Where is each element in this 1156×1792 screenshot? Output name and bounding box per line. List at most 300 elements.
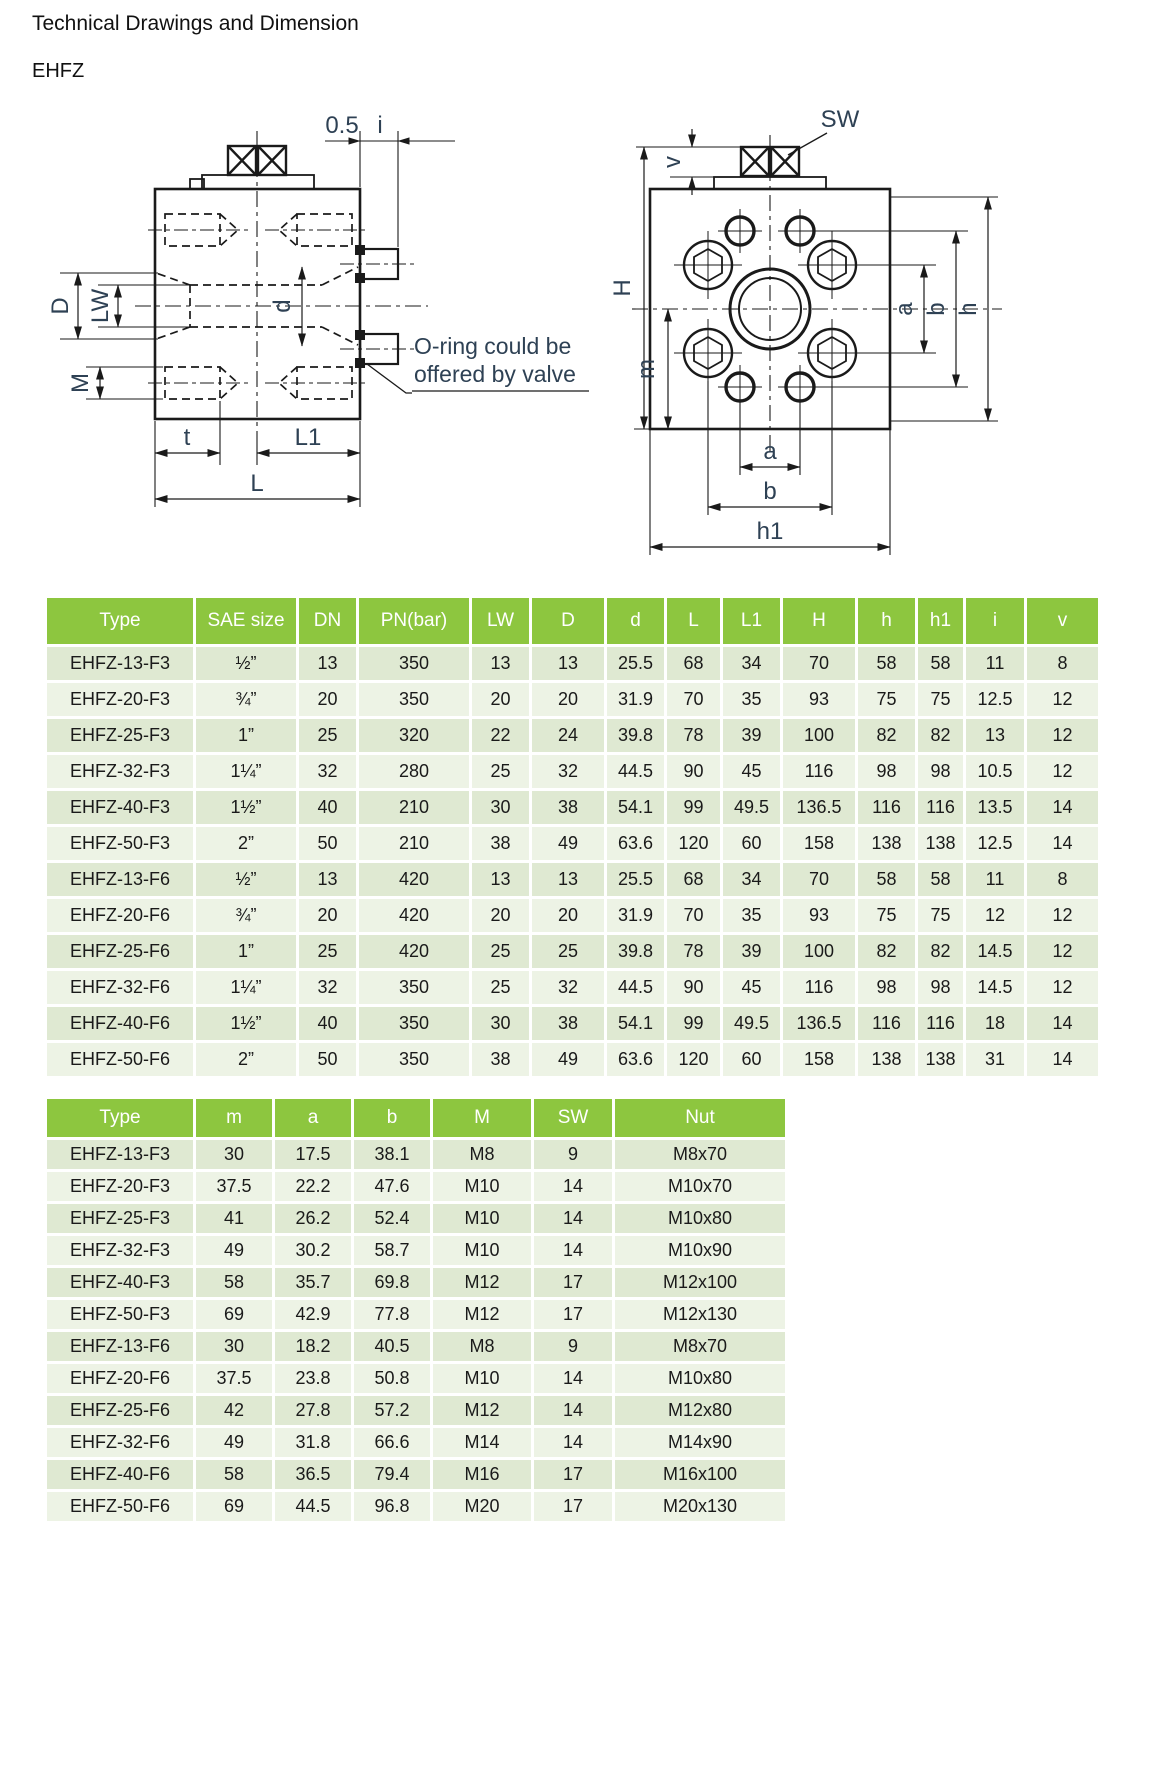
table-cell: 2”	[196, 827, 296, 860]
table-cell: ½”	[196, 863, 296, 896]
table-cell: M20	[433, 1492, 531, 1521]
table-cell: M12x100	[615, 1268, 785, 1297]
table-cell: M16	[433, 1460, 531, 1489]
table-cell: 39	[723, 719, 780, 752]
table-row	[47, 863, 1098, 896]
table-cell: 420	[359, 935, 469, 968]
table-cell: 100	[783, 719, 855, 752]
table-row	[47, 1236, 785, 1265]
table-cell: 24	[532, 719, 604, 752]
table-cell: 22.2	[275, 1172, 351, 1201]
table-cell: 31.9	[607, 899, 664, 932]
table-row	[47, 1300, 785, 1329]
table-cell: 75	[918, 683, 963, 716]
table-cell: 25	[472, 971, 529, 1004]
column-header: M	[433, 1099, 531, 1137]
table-cell: 1¼”	[196, 755, 296, 788]
table-cell: EHFZ-40-F3	[47, 791, 193, 824]
dim-label-d: d	[269, 299, 296, 313]
table-cell: 32	[299, 971, 356, 1004]
table-cell: 13	[472, 647, 529, 680]
dim-label-b-right: b	[923, 302, 950, 316]
table-cell: EHFZ-20-F6	[47, 1364, 193, 1393]
table-cell: 20	[472, 683, 529, 716]
table-cell: 98	[918, 971, 963, 1004]
dim-label-L1: L1	[294, 424, 322, 451]
table-cell: 14	[1027, 1007, 1098, 1040]
dim-label-h1: h1	[756, 518, 784, 545]
table-cell: M14x90	[615, 1428, 785, 1457]
column-header: h1	[918, 598, 963, 644]
table-cell: 58	[918, 863, 963, 896]
table-cell: EHFZ-40-F3	[47, 1268, 193, 1297]
table-cell: 116	[858, 791, 915, 824]
table-cell: 210	[359, 827, 469, 860]
table-cell: 8	[1027, 863, 1098, 896]
table-row	[47, 1364, 785, 1393]
table-cell: 31.8	[275, 1428, 351, 1457]
column-header: Type	[47, 1099, 193, 1137]
table-cell: EHFZ-40-F6	[47, 1460, 193, 1489]
dim-label-i: i	[377, 112, 383, 139]
table-cell: 120	[667, 827, 720, 860]
table-header-row	[47, 1099, 785, 1137]
table-cell: 66.6	[354, 1428, 430, 1457]
table-cell: 42	[196, 1396, 272, 1425]
table-cell: 39.8	[607, 935, 664, 968]
page-title: Technical Drawings and Dimension	[32, 12, 359, 35]
table-row	[47, 1043, 1098, 1076]
table-cell: 27.8	[275, 1396, 351, 1425]
table-cell: 14	[534, 1364, 612, 1393]
table-cell: 1½”	[196, 1007, 296, 1040]
table-cell: 90	[667, 971, 720, 1004]
table-cell: M8x70	[615, 1332, 785, 1361]
column-header: D	[532, 598, 604, 644]
table-cell: EHFZ-50-F3	[47, 827, 193, 860]
table-cell: 79.4	[354, 1460, 430, 1489]
table-cell: 158	[783, 827, 855, 860]
table-cell: 13	[472, 863, 529, 896]
table-cell: 82	[858, 719, 915, 752]
table-cell: 30	[472, 1007, 529, 1040]
table-cell: M10x80	[615, 1364, 785, 1393]
table-cell: 12.5	[966, 827, 1024, 860]
table-cell: 20	[299, 683, 356, 716]
dimension-table-mounting	[44, 1096, 788, 1524]
table-row	[47, 1428, 785, 1457]
table-cell: 12	[1027, 971, 1098, 1004]
table-cell: 13	[299, 647, 356, 680]
table-cell: 1¼”	[196, 971, 296, 1004]
table-cell: 70	[667, 899, 720, 932]
table-cell: EHFZ-13-F3	[47, 1140, 193, 1169]
table-cell: 138	[918, 1043, 963, 1076]
table-cell: EHFZ-40-F6	[47, 1007, 193, 1040]
table-cell: EHFZ-50-F3	[47, 1300, 193, 1329]
table-cell: 280	[359, 755, 469, 788]
table-cell: 98	[858, 755, 915, 788]
dim-label-H: H	[609, 279, 636, 297]
table-cell: 210	[359, 791, 469, 824]
table-cell: 14	[534, 1428, 612, 1457]
table-cell: 138	[858, 827, 915, 860]
table-cell: EHFZ-25-F3	[47, 719, 193, 752]
table-cell: 99	[667, 1007, 720, 1040]
table-row	[47, 1204, 785, 1233]
table-cell: 39.8	[607, 719, 664, 752]
table-cell: EHFZ-20-F3	[47, 683, 193, 716]
table-cell: 44.5	[607, 755, 664, 788]
table-cell: M14	[433, 1428, 531, 1457]
table-cell: 20	[532, 683, 604, 716]
table-cell: 82	[858, 935, 915, 968]
table-cell: 17.5	[275, 1140, 351, 1169]
table-cell: 77.8	[354, 1300, 430, 1329]
table-cell: 20	[299, 899, 356, 932]
table-cell: ½”	[196, 647, 296, 680]
table-cell: 12	[966, 899, 1024, 932]
table-cell: 320	[359, 719, 469, 752]
table-cell: 69.8	[354, 1268, 430, 1297]
table-cell: 22	[472, 719, 529, 752]
table-cell: M12	[433, 1268, 531, 1297]
table-header-row	[47, 598, 1098, 644]
table-cell: 30	[472, 791, 529, 824]
dim-label-M: M	[67, 373, 94, 393]
table-cell: 34	[723, 647, 780, 680]
table-cell: 14	[534, 1204, 612, 1233]
table-cell: 25.5	[607, 863, 664, 896]
table-row	[47, 1268, 785, 1297]
table-cell: 39	[723, 935, 780, 968]
table-row	[47, 1140, 785, 1169]
table-cell: 41	[196, 1204, 272, 1233]
column-header: d	[607, 598, 664, 644]
table-cell: 25	[299, 719, 356, 752]
table-cell: 40	[299, 1007, 356, 1040]
table-cell: 18.2	[275, 1332, 351, 1361]
table-cell: 90	[667, 755, 720, 788]
table-cell: 25	[532, 935, 604, 968]
table-row	[47, 1396, 785, 1425]
table-cell: 30.2	[275, 1236, 351, 1265]
column-header: Nut	[615, 1099, 785, 1137]
table-row	[47, 1007, 1098, 1040]
table-row	[47, 1172, 785, 1201]
table-cell: 17	[534, 1492, 612, 1521]
table-cell: 35	[723, 683, 780, 716]
table-cell: 58	[858, 863, 915, 896]
table-cell: 31	[966, 1043, 1024, 1076]
table-cell: 40.5	[354, 1332, 430, 1361]
table-cell: 49	[532, 827, 604, 860]
table-cell: EHFZ-20-F6	[47, 899, 193, 932]
table-cell: 14	[534, 1396, 612, 1425]
table-cell: M10	[433, 1236, 531, 1265]
table-cell: 44.5	[275, 1492, 351, 1521]
table-row	[47, 971, 1098, 1004]
column-header: H	[783, 598, 855, 644]
table-cell: 99	[667, 791, 720, 824]
table-row	[47, 1332, 785, 1361]
table-cell: 38	[472, 1043, 529, 1076]
table-row	[47, 791, 1098, 824]
table-cell: M10x70	[615, 1172, 785, 1201]
table-cell: 17	[534, 1268, 612, 1297]
table-cell: 32	[532, 971, 604, 1004]
table-cell: M12x80	[615, 1396, 785, 1425]
table-cell: 138	[858, 1043, 915, 1076]
table-cell: 17	[534, 1460, 612, 1489]
column-header: SW	[534, 1099, 612, 1137]
table-cell: 38.1	[354, 1140, 430, 1169]
table-cell: 75	[918, 899, 963, 932]
dim-label-v: v	[659, 156, 686, 168]
oring-note-line2: offered by valve	[414, 361, 576, 387]
table-cell: 136.5	[783, 791, 855, 824]
table-row	[47, 755, 1098, 788]
table-cell: 116	[783, 755, 855, 788]
table-cell: 116	[783, 971, 855, 1004]
table-cell: EHFZ-13-F6	[47, 1332, 193, 1361]
table-cell: 45	[723, 755, 780, 788]
table-cell: 82	[918, 935, 963, 968]
table-row	[47, 899, 1098, 932]
table-cell: 13	[299, 863, 356, 896]
table-cell: 75	[858, 899, 915, 932]
page-header	[0, 0, 1156, 83]
column-header: L	[667, 598, 720, 644]
table-cell: 36.5	[275, 1460, 351, 1489]
table-cell: 1½”	[196, 791, 296, 824]
table-cell: 14	[1027, 1043, 1098, 1076]
table-cell: ¾”	[196, 683, 296, 716]
table-row	[47, 1460, 785, 1489]
table-cell: 68	[667, 863, 720, 896]
table-cell: 50	[299, 827, 356, 860]
column-header: i	[966, 598, 1024, 644]
table-cell: 35.7	[275, 1268, 351, 1297]
table-cell: EHFZ-13-F3	[47, 647, 193, 680]
table-cell: 37.5	[196, 1172, 272, 1201]
table-cell: 42.9	[275, 1300, 351, 1329]
table-cell: 69	[196, 1300, 272, 1329]
table-cell: 350	[359, 683, 469, 716]
table-cell: 350	[359, 1043, 469, 1076]
dim-label-SW: SW	[820, 106, 860, 133]
table-cell: 60	[723, 827, 780, 860]
table-cell: 49.5	[723, 791, 780, 824]
table-cell: 98	[858, 971, 915, 1004]
table-cell: 47.6	[354, 1172, 430, 1201]
table-cell: 116	[858, 1007, 915, 1040]
table-cell: 20	[532, 899, 604, 932]
table-cell: 25	[472, 755, 529, 788]
table-cell: 138	[918, 827, 963, 860]
table-row	[47, 683, 1098, 716]
front-face-view	[632, 129, 1002, 555]
table-cell: 100	[783, 935, 855, 968]
table-cell: 26.2	[275, 1204, 351, 1233]
column-header: m	[196, 1099, 272, 1137]
table-cell: 78	[667, 719, 720, 752]
table-cell: EHFZ-25-F6	[47, 1396, 193, 1425]
table-row	[47, 719, 1098, 752]
table-cell: 70	[783, 647, 855, 680]
column-header: PN(bar)	[359, 598, 469, 644]
table-cell: 38	[472, 827, 529, 860]
table-cell: 17	[534, 1300, 612, 1329]
table-cell: 70	[783, 863, 855, 896]
table-cell: 45	[723, 971, 780, 1004]
table-cell: 350	[359, 647, 469, 680]
table-cell: 13	[532, 647, 604, 680]
table-cell: EHFZ-25-F6	[47, 935, 193, 968]
table-cell: 58	[858, 647, 915, 680]
table-cell: 32	[299, 755, 356, 788]
series-name: EHFZ	[32, 60, 85, 82]
table-cell: 12	[1027, 683, 1098, 716]
dim-label-a-bottom: a	[763, 438, 777, 465]
table-cell: 14	[1027, 791, 1098, 824]
table-cell: EHFZ-20-F3	[47, 1172, 193, 1201]
table-cell: 58.7	[354, 1236, 430, 1265]
table-cell: 49	[196, 1428, 272, 1457]
table-cell: 350	[359, 971, 469, 1004]
table-cell: 44.5	[607, 971, 664, 1004]
table-cell: 12.5	[966, 683, 1024, 716]
table-cell: 70	[667, 683, 720, 716]
table-cell: 35	[723, 899, 780, 932]
table-cell: 1”	[196, 935, 296, 968]
table-cell: M10	[433, 1364, 531, 1393]
table-cell: 75	[858, 683, 915, 716]
table-cell: 13	[966, 719, 1024, 752]
side-section-view	[60, 131, 589, 507]
table-cell: 49	[532, 1043, 604, 1076]
table-cell: 14	[534, 1172, 612, 1201]
table-cell: 58	[918, 647, 963, 680]
table-cell: M10	[433, 1204, 531, 1233]
table-cell: 25.5	[607, 647, 664, 680]
table-cell: 63.6	[607, 1043, 664, 1076]
table-cell: 60	[723, 1043, 780, 1076]
table-cell: 96.8	[354, 1492, 430, 1521]
table-cell: 9	[534, 1140, 612, 1169]
table-cell: EHFZ-32-F6	[47, 1428, 193, 1457]
dim-label-b-bottom: b	[763, 478, 777, 505]
table-cell: 12	[1027, 899, 1098, 932]
table-row	[47, 827, 1098, 860]
column-header: v	[1027, 598, 1098, 644]
column-header: Type	[47, 598, 193, 644]
table-cell: M10	[433, 1172, 531, 1201]
dimension-table-main	[44, 595, 1101, 1079]
table-cell: 54.1	[607, 1007, 664, 1040]
table-cell: 12	[1027, 755, 1098, 788]
table-cell: 420	[359, 899, 469, 932]
table-cell: 32	[532, 755, 604, 788]
table-cell: 14	[534, 1236, 612, 1265]
table-cell: 8	[1027, 647, 1098, 680]
column-header: L1	[723, 598, 780, 644]
table-cell: 116	[918, 791, 963, 824]
table-row	[47, 935, 1098, 968]
table-cell: EHFZ-50-F6	[47, 1492, 193, 1521]
table-row	[47, 1492, 785, 1521]
column-header: a	[275, 1099, 351, 1137]
table-cell: 136.5	[783, 1007, 855, 1040]
table-cell: 12	[1027, 935, 1098, 968]
table-cell: 10.5	[966, 755, 1024, 788]
table-cell: M8x70	[615, 1140, 785, 1169]
table-cell: 9	[534, 1332, 612, 1361]
table-cell: 93	[783, 683, 855, 716]
table-cell: 50.8	[354, 1364, 430, 1393]
table-cell: 34	[723, 863, 780, 896]
column-header: LW	[472, 598, 529, 644]
table-cell: 120	[667, 1043, 720, 1076]
table-cell: 14	[1027, 827, 1098, 860]
table-cell: 58	[196, 1460, 272, 1489]
dim-label-LW: LW	[87, 288, 114, 324]
column-header: SAE size	[196, 598, 296, 644]
table-cell: 68	[667, 647, 720, 680]
table-cell: 420	[359, 863, 469, 896]
table-cell: EHFZ-50-F6	[47, 1043, 193, 1076]
dim-label-t: t	[183, 424, 191, 451]
table-cell: 69	[196, 1492, 272, 1521]
table-cell: 18	[966, 1007, 1024, 1040]
table-cell: M12x130	[615, 1300, 785, 1329]
table-cell: 63.6	[607, 827, 664, 860]
table-cell: 54.1	[607, 791, 664, 824]
table-cell: 25	[299, 935, 356, 968]
column-header: b	[354, 1099, 430, 1137]
dim-label-m: m	[633, 359, 660, 379]
table-cell: 40	[299, 791, 356, 824]
table-cell: M16x100	[615, 1460, 785, 1489]
table-cell: 31.9	[607, 683, 664, 716]
table-cell: 2”	[196, 1043, 296, 1076]
table-cell: 37.5	[196, 1364, 272, 1393]
table-cell: M10x90	[615, 1236, 785, 1265]
table-cell: 30	[196, 1140, 272, 1169]
table-cell: 23.8	[275, 1364, 351, 1393]
dim-label-0.5: 0.5	[325, 112, 359, 139]
table-cell: 14.5	[966, 971, 1024, 1004]
table-cell: 50	[299, 1043, 356, 1076]
table-cell: 11	[966, 647, 1024, 680]
dimension-tables	[44, 595, 1156, 1524]
table-cell: 12	[1027, 719, 1098, 752]
table-cell: 78	[667, 935, 720, 968]
table-cell: 13.5	[966, 791, 1024, 824]
table-cell: 58	[196, 1268, 272, 1297]
table-cell: EHFZ-32-F3	[47, 1236, 193, 1265]
table-cell: 30	[196, 1332, 272, 1361]
table-cell: 25	[472, 935, 529, 968]
table-cell: 11	[966, 863, 1024, 896]
column-header: h	[858, 598, 915, 644]
table-cell: M8	[433, 1332, 531, 1361]
table-cell: 13	[532, 863, 604, 896]
table-cell: 38	[532, 1007, 604, 1040]
oring-note-line1: O-ring could be	[414, 333, 572, 359]
table-cell: EHFZ-32-F6	[47, 971, 193, 1004]
table-cell: M12	[433, 1396, 531, 1425]
